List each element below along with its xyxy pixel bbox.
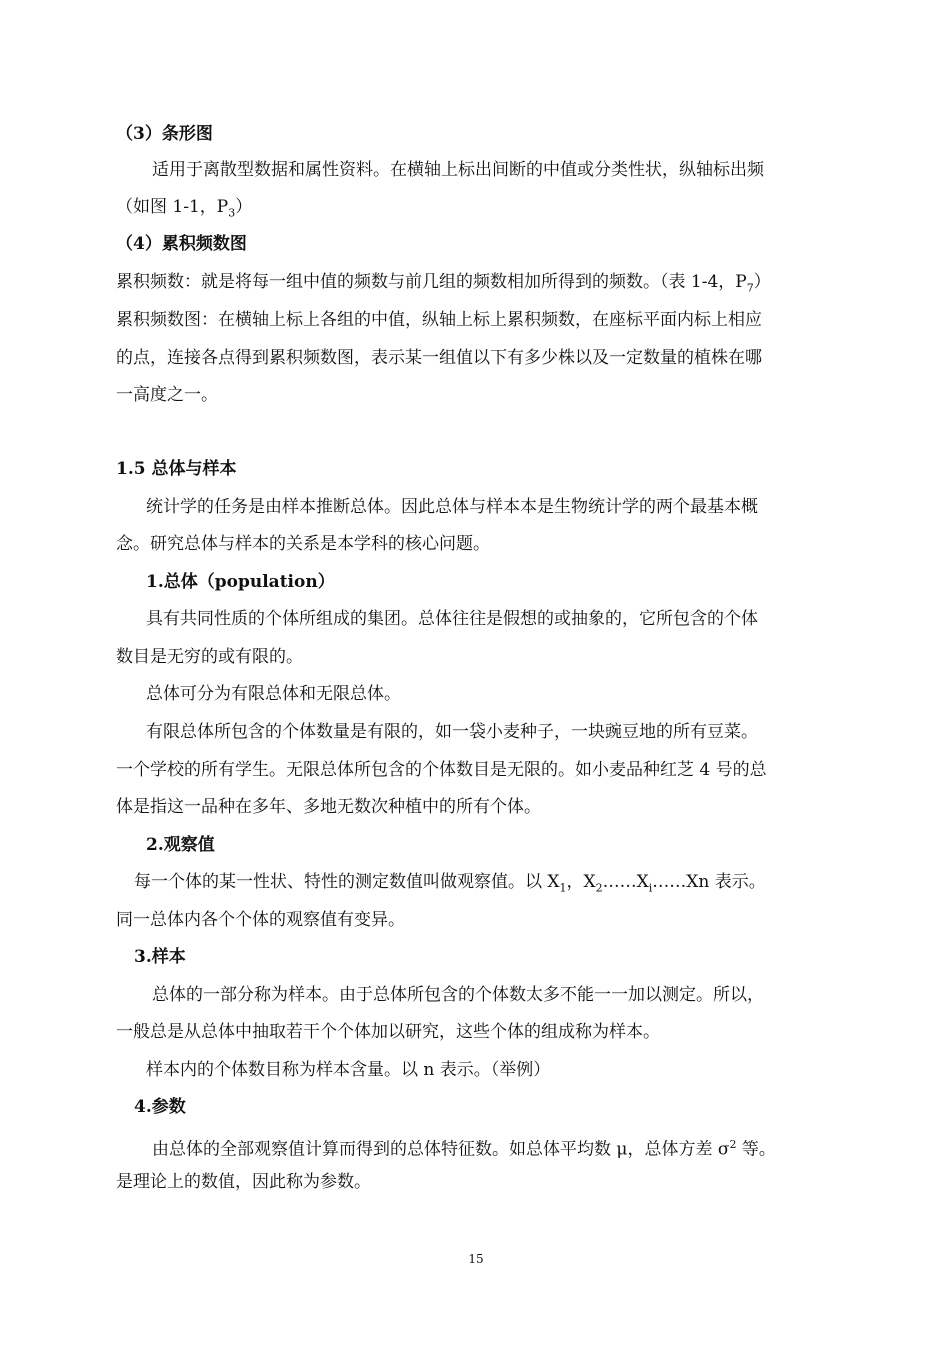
paragraph-line: 具有共同性质的个体所组成的集团。总体往往是假想的或抽象的，它所包含的个体 xyxy=(146,609,758,629)
paragraph-line: 的点，连接各点得到累积频数图，表示某一组值以下有多少株以及一定数量的植株在哪 xyxy=(116,348,762,368)
paragraph-line: 一般总是从总体中抽取若干个个体加以研究，这些个体的组成称为样本。 xyxy=(116,1022,660,1042)
paragraph-line: 适用于离散型数据和属性资料。在横轴上标出间断的中值或分类性状，纵轴标出频 xyxy=(152,160,764,180)
section-heading-population-sample: 1.5 总体与样本 xyxy=(116,459,237,479)
subheading-parameter: 4.参数 xyxy=(134,1097,186,1117)
paragraph-line: 体是指这一品种在多年、多地无数次种植中的所有个体。 xyxy=(116,797,541,817)
section-heading-bar-chart: （3）条形图 xyxy=(116,124,213,144)
paragraph-line: 有限总体所包含的个体数量是有限的，如一袋小麦种子，一块豌豆地的所有豆菜。 xyxy=(146,722,758,742)
paragraph-line: 统计学的任务是由样本推断总体。因此总体与样本本是生物统计学的两个最基本概 xyxy=(146,497,758,517)
paragraph-line: 同一总体内各个个体的观察值有变异。 xyxy=(116,910,405,930)
subheading-population: 1.总体（population） xyxy=(146,572,335,592)
paragraph-line: （如图 1-1，$P_3$） xyxy=(116,197,253,220)
subheading-sample: 3.样本 xyxy=(134,947,186,967)
paragraph-line: 总体的一部分称为样本。由于总体所包含的个体数太多不能一一加以测定。所以， xyxy=(152,985,764,1005)
page-number: 15 xyxy=(468,1252,484,1266)
paragraph-line: 累积频数图：在横轴上标上各组的中值，纵轴上标上累积频数，在座标平面内标上相应 xyxy=(116,310,762,330)
paragraph-line: 总体可分为有限总体和无限总体。 xyxy=(146,684,401,704)
paragraph-line: 每一个体的某一性状、特性的测定数值叫做观察值。以 $X_1$，$X_2\dots\dots X_i\dots\dots Xn$ 表示。 xyxy=(134,872,766,895)
paragraph-line: 一高度之一。 xyxy=(116,385,218,405)
paragraph-line: 一个学校的所有学生。无限总体所包含的个体数目是无限的。如小麦品种红芝 4 号的总 xyxy=(116,760,767,780)
paragraph-line: 数目是无穷的或有限的。 xyxy=(116,647,303,667)
paragraph-line: 样本内的个体数目称为样本含量。以 n 表示。（举例） xyxy=(146,1060,551,1080)
paragraph-line: 由总体的全部观察值计算而得到的总体特征数。如总体平均数 μ，总体方差 $\sigma^2$ 等。 xyxy=(152,1138,776,1160)
subheading-observation: 2.观察值 xyxy=(146,835,215,855)
paragraph-line: 累积频数：就是将每一组中值的频数与前几组的频数相加所得到的频数。（表 1-4，$P_7$） xyxy=(116,272,771,295)
section-heading-cumulative-frequency: （4）累积频数图 xyxy=(116,234,247,254)
paragraph-line: 念。研究总体与样本的关系是本学科的核心问题。 xyxy=(116,534,490,554)
paragraph-line: 是理论上的数值，因此称为参数。 xyxy=(116,1172,371,1192)
